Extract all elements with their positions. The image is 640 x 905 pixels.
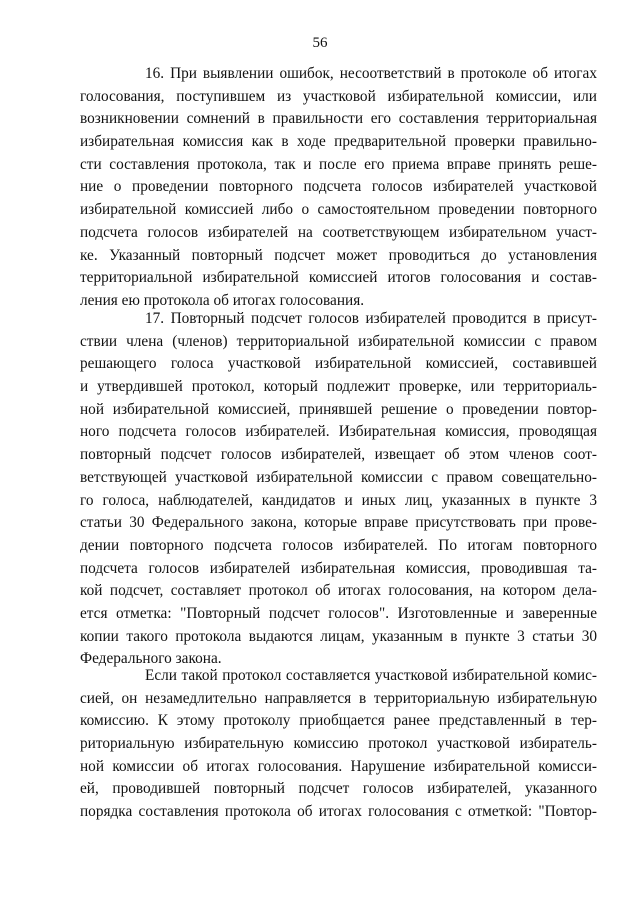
- text-line: и утвердившей протокол, который подлежит проверке, или территориаль-: [80, 378, 597, 396]
- text-line: голосования, поступившем из участковой избирательной комиссии, или: [80, 87, 597, 105]
- page-number: 56: [312, 35, 328, 51]
- text-line: избирательной комиссией либо о самостоятельном проведении повторного: [80, 201, 597, 219]
- text-line: решающего голоса участковой избирательной комиссией, составившей: [80, 355, 597, 373]
- text-line: Если такой протокол составляется участковой избирательной комис-: [145, 667, 597, 684]
- text-line: риториальную избирательную комиссию протокол участковой избиратель-: [80, 735, 597, 753]
- text-line: сией, он незамедлительно направляется в территориальную избирательную: [80, 689, 597, 707]
- text-line: сти составления протокола, так и после его приема вправе принять реше-: [80, 155, 597, 173]
- text-line: копии такого протокола выдаются лицам, указанным в пункте 3 статьи 30: [80, 627, 597, 645]
- text-line: го голоса, наблюдателей, кандидатов и иных лиц, указанных в пункте 3: [80, 491, 597, 509]
- paragraph-continuation: [80, 665, 597, 824]
- text-line: подсчета голосов избирателей избирательная комиссия, проводившая та-: [80, 559, 597, 577]
- text-line: ствии члена (членов) территориальной избирательной комиссии с правом: [80, 332, 597, 350]
- text-line: комиссию. К этому протоколу приобщается ранее представленный в тер-: [80, 712, 597, 730]
- text-line: статьи 30 Федерального закона, которые вправе присутствовать при прове-: [80, 514, 597, 532]
- text-line: Федерального закона.: [80, 650, 222, 668]
- text-line: избирательная комиссия как в ходе предварительной проверки правильно-: [80, 133, 597, 151]
- text-line: ной комиссии об итогах голосования. Нарушение избирательной комисси-: [80, 757, 597, 775]
- text-line: повторный подсчет голосов избирателей, извещает об этом членов соот-: [80, 446, 597, 464]
- text-line: ей, проводившей повторный подсчет голосов избирателей, указанного: [80, 780, 597, 798]
- text-line: ной избирательной комиссией, принявшей решение о проведении повтор-: [80, 400, 597, 418]
- text-line: ления ею протокола об итогах голосования.: [80, 291, 365, 309]
- text-line: ного подсчета голосов избирателей. Избирательная комиссия, проводящая: [80, 423, 597, 441]
- text-line: 17. Повторный подсчет голосов избирателей проводится в присут-: [145, 310, 597, 327]
- text-line: дении повторного подсчета голосов избирателей. По итогам повторного: [80, 536, 597, 554]
- text-line: ние о проведении повторного подсчета голосов избирателей участковой: [80, 178, 597, 196]
- text-line: ется отметка: "Повторный подсчет голосов". Изготовленные и заверенные: [80, 604, 597, 622]
- text-line: подсчета голосов избирателей на соответствующем избирательном участ-: [80, 223, 597, 241]
- text-line: 16. При выявлении ошибок, несоответствий в протоколе об итогах: [145, 65, 597, 82]
- text-line: территориальной избирательной комиссией итогов голосования и состав-: [80, 269, 597, 287]
- text-line: ветствующей участковой избирательной комиссии с правом совещательно-: [80, 468, 597, 486]
- paragraph-16: [80, 63, 597, 313]
- text-line: порядка составления протокола об итогах голосования с отметкой: "Повтор-: [80, 803, 597, 821]
- paragraph-17: [80, 308, 597, 671]
- text-line: ке. Указанный повторный подсчет может проводиться до установления: [80, 246, 597, 264]
- text-line: возникновении сомнений в правильности его составления территориальная: [80, 110, 597, 128]
- text-line: кой подсчет, составляет протокол об итогах голосования, на котором дела-: [80, 582, 597, 600]
